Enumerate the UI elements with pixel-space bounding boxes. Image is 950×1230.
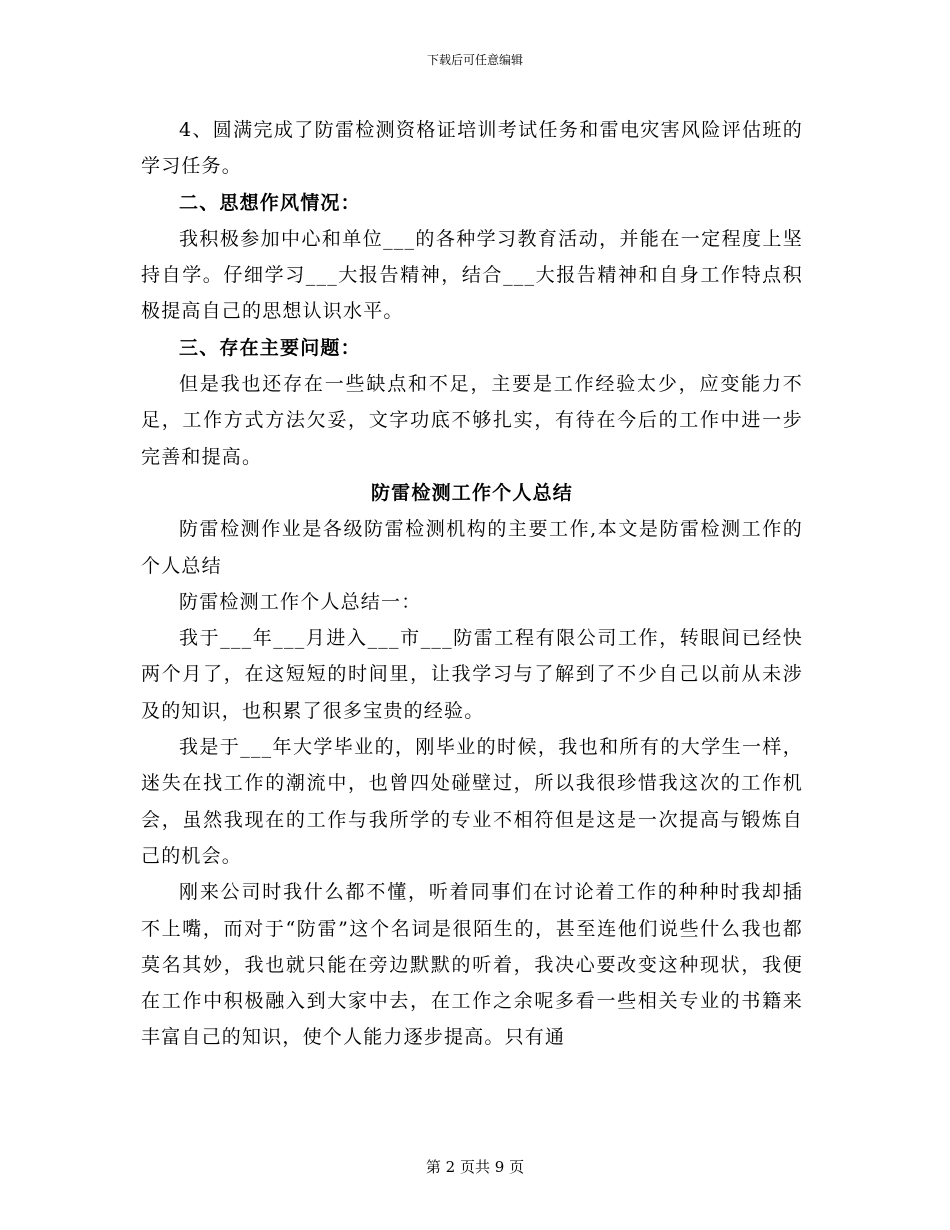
section-heading-3: 三、存在主要问题： — [179, 336, 361, 359]
section-heading-2: 二、思想作风情况： — [179, 191, 361, 214]
paragraph-item-4: 4、圆满完成了防雷检测资格证培训考试任务和雷电灾害风险评估班的学习任务。 — [141, 119, 803, 178]
paragraph-graduation: 我是于___年大学毕业的，刚毕业的时候，我也和所有的大学生一样，迷失在找工作的潮流中，也曾四处碰壁过，所以我很珍惜我这次的工作机会，虽然我现在的工作与我所学的专业不相符但是这是一次提高与锻炼自己的机会。 — [141, 736, 803, 867]
paragraph-summary-one-label: 防雷检测工作个人总结一： — [179, 590, 422, 613]
page-footer: 第 2 页共 9 页 — [425, 1158, 525, 1176]
paragraph-thinking-style: 我积极参加中心和单位___的各种学习教育活动，并能在一定程度上坚持自学。仔细学习___大报告精神，结合___大报告精神和自身工作特点积极提高自己的思想认识水平。 — [141, 227, 803, 323]
page-header: 下载后可任意编辑 — [426, 53, 523, 67]
document-title: 防雷检测工作个人总结 — [370, 481, 573, 504]
page-content — [141, 112, 803, 1056]
paragraph-problems: 但是我也还存在一些缺点和不足，主要是工作经验太少，应变能力不足，工作方式方法欠妥，文字功底不够扎实，有待在今后的工作中进一步完善和提高。 — [141, 373, 803, 468]
paragraph-joined-company: 我于___年___月进入___市___防雷工程有限公司工作，转眼间已经快两个月了，在这短短的时间里，让我学习与了解到了不少自己以前从未涉及的知识，也积累了很多宝贵的经验。 — [141, 627, 803, 722]
paragraph-first-days: 刚来公司时我什么都不懂，听着同事们在讨论着工作的种种时我却插不上嘴，而对于“防雷”这个名词是很陌生的，甚至连他们说些什么我也都莫名其妙，我也就只能在旁边默默的听着，我决心要改变这种现状，我便在工作中积极融入到大家中去，在工作之余呢多看一些相关专业的书籍来丰富自己的知识，使个人能力逐步提高。只有通 — [141, 881, 803, 1049]
paragraph-intro: 防雷检测作业是各级防雷检测机构的主要工作,本文是防雷检测工作的个人总结 — [141, 518, 803, 577]
